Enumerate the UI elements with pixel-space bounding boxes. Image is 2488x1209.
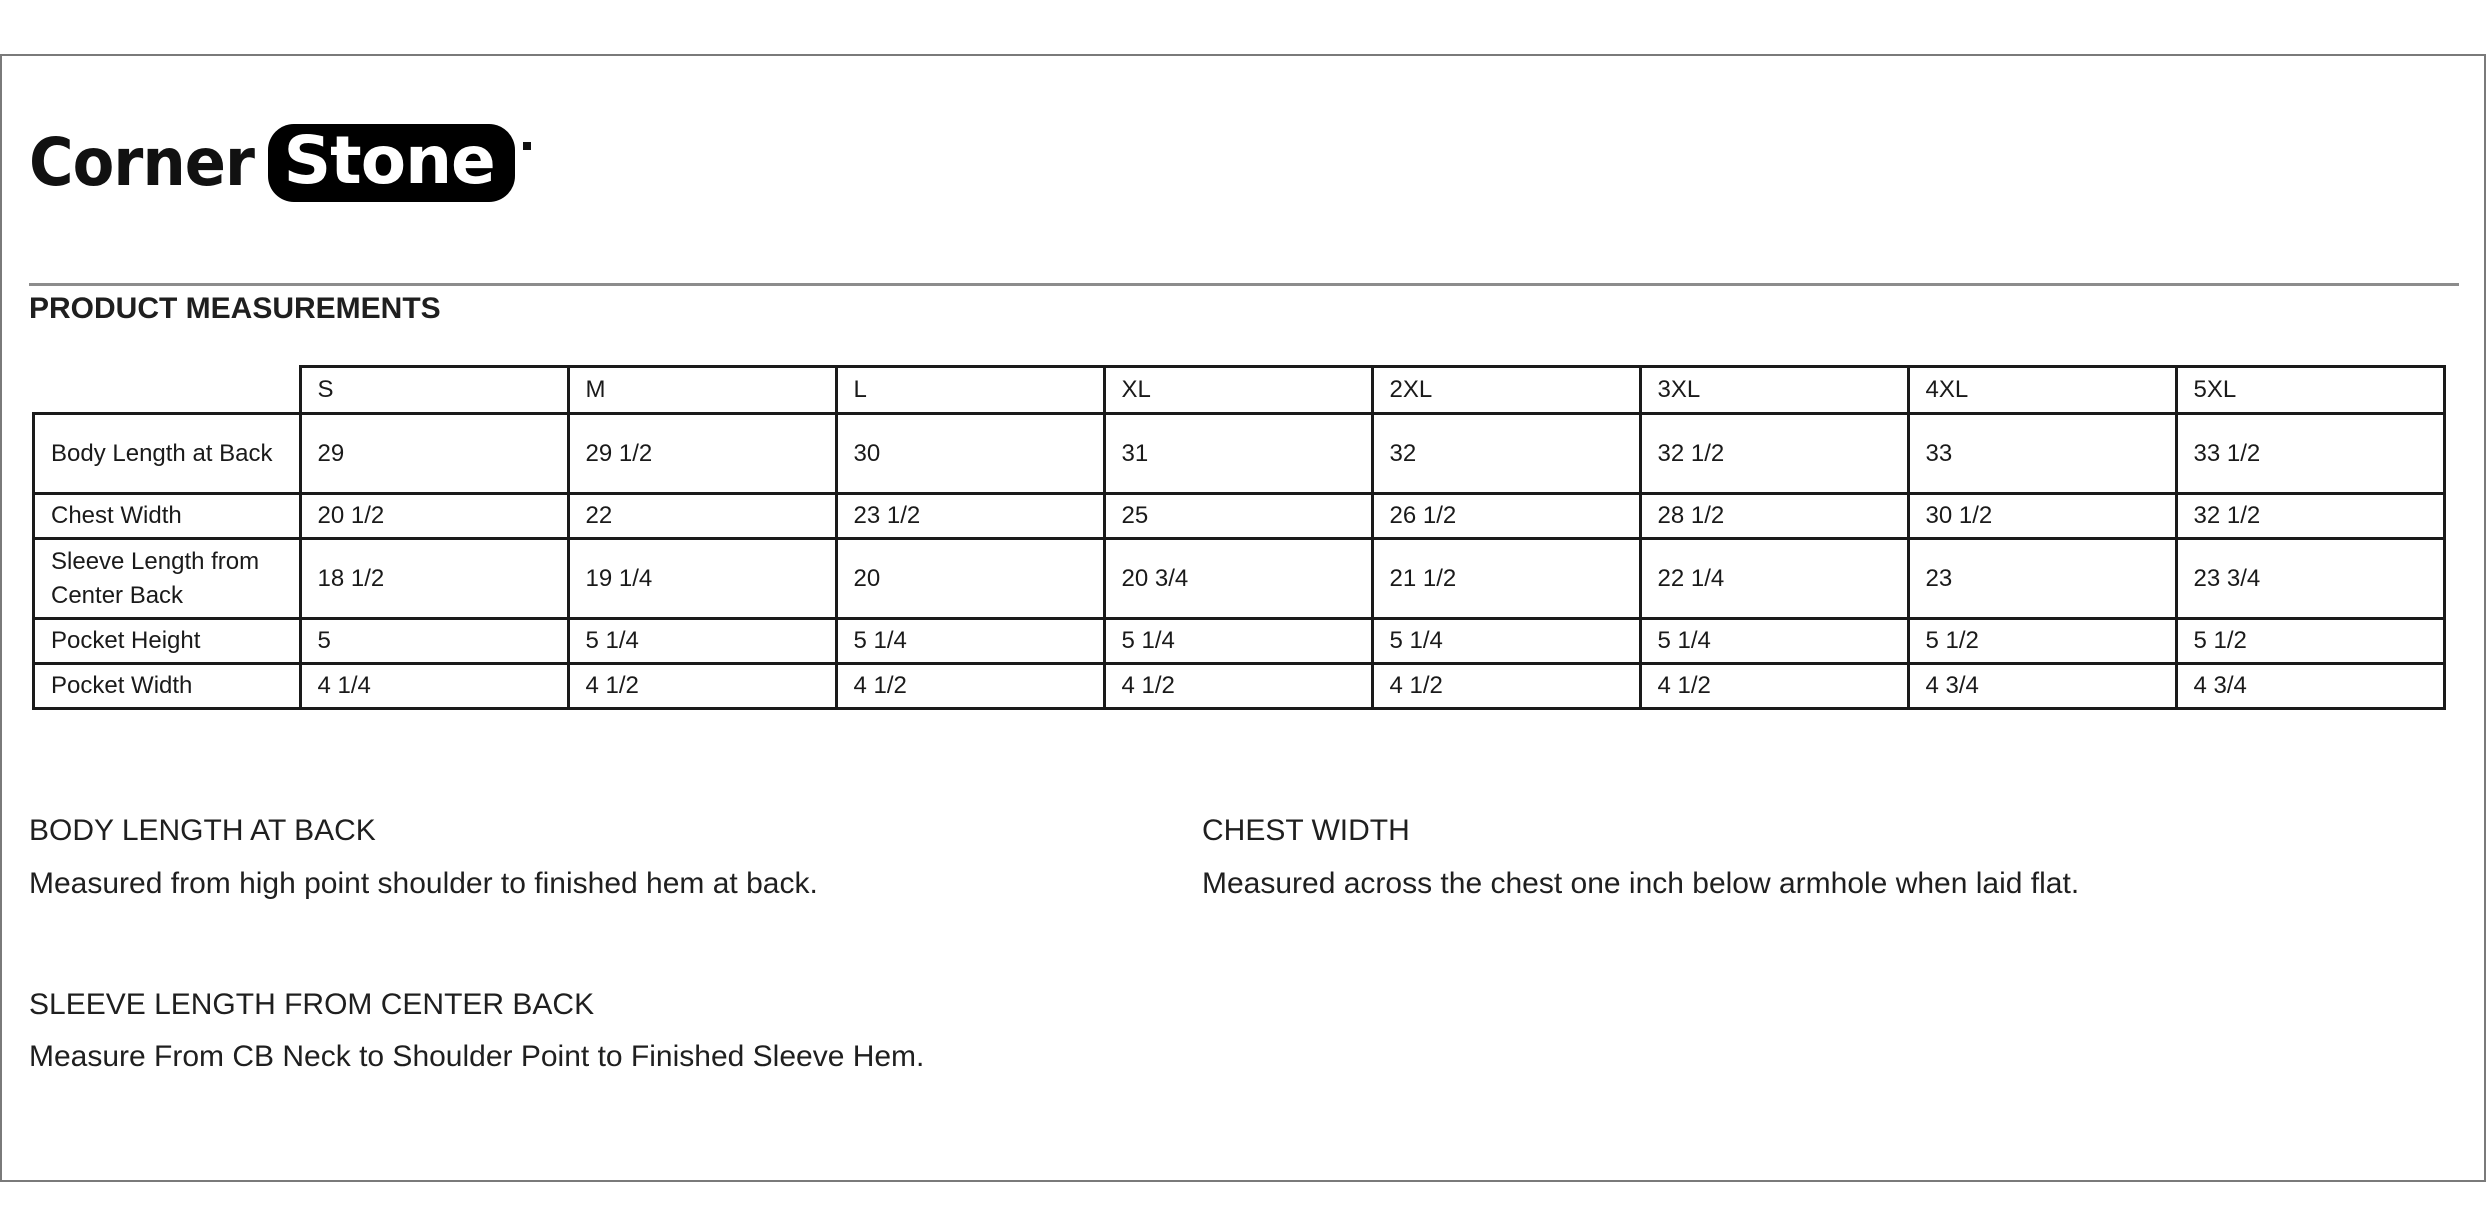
- size-header: M: [568, 367, 836, 414]
- table-cell: 22 1/4: [1640, 539, 1908, 619]
- table-cell: 25: [1104, 494, 1372, 539]
- size-header: XL: [1104, 367, 1372, 414]
- table-cell: 5 1/2: [2176, 619, 2444, 664]
- table-cell: 4 3/4: [2176, 664, 2444, 709]
- measurements-table: [32, 365, 2446, 710]
- table-cell: 5 1/4: [1104, 619, 1372, 664]
- cornerstone-logo: [29, 110, 531, 216]
- section-heading: PRODUCT MEASUREMENTS: [29, 292, 441, 325]
- table-row: [34, 494, 2445, 539]
- table-row: [34, 539, 2445, 619]
- table-cell: 20: [836, 539, 1104, 619]
- table-cell: 18 1/2: [300, 539, 568, 619]
- table-cell: 20 3/4: [1104, 539, 1372, 619]
- header-divider: [29, 283, 2459, 286]
- table-row: [34, 414, 2445, 494]
- table-cell: 23 3/4: [2176, 539, 2444, 619]
- definition-title: CHEST WIDTH: [1202, 814, 1410, 847]
- table-cell: 4 1/2: [1372, 664, 1640, 709]
- table-cell: 30 1/2: [1908, 494, 2176, 539]
- size-header: 4XL: [1908, 367, 2176, 414]
- table-cell: 26 1/2: [1372, 494, 1640, 539]
- table-cell: 5 1/4: [1372, 619, 1640, 664]
- logo-word-stone: Stone: [268, 124, 515, 202]
- table-corner-cell: [34, 367, 301, 414]
- size-header-row: [34, 367, 2445, 414]
- table-cell: 19 1/4: [568, 539, 836, 619]
- table-cell: 5: [300, 619, 568, 664]
- table-cell: 21 1/2: [1372, 539, 1640, 619]
- definition-title: SLEEVE LENGTH FROM CENTER BACK: [29, 988, 595, 1021]
- table-cell: 4 1/2: [568, 664, 836, 709]
- table-cell: 4 1/4: [300, 664, 568, 709]
- table-cell: 5 1/4: [836, 619, 1104, 664]
- table-cell: 29 1/2: [568, 414, 836, 494]
- size-header: S: [300, 367, 568, 414]
- table-cell: 4 1/2: [836, 664, 1104, 709]
- table-cell: 33: [1908, 414, 2176, 494]
- size-header: 5XL: [2176, 367, 2444, 414]
- table-cell: 5 1/4: [568, 619, 836, 664]
- row-label: Chest Width: [34, 494, 301, 539]
- table-cell: 31: [1104, 414, 1372, 494]
- table-cell: 22: [568, 494, 836, 539]
- logo-trademark-dot: [523, 142, 531, 150]
- table-cell: 4 1/2: [1640, 664, 1908, 709]
- definition-text: Measure From CB Neck to Shoulder Point to Finished Sleeve Hem.: [29, 1040, 925, 1073]
- table-row: [34, 664, 2445, 709]
- table-cell: 28 1/2: [1640, 494, 1908, 539]
- table-cell: 4 1/2: [1104, 664, 1372, 709]
- row-label: Pocket Height: [34, 619, 301, 664]
- definition-text: Measured across the chest one inch below armhole when laid flat.: [1202, 867, 2080, 900]
- row-label: Body Length at Back: [34, 414, 301, 494]
- size-header: 3XL: [1640, 367, 1908, 414]
- size-header: L: [836, 367, 1104, 414]
- table-cell: 20 1/2: [300, 494, 568, 539]
- table-cell: 32 1/2: [1640, 414, 1908, 494]
- table-cell: 23: [1908, 539, 2176, 619]
- table-cell: 5 1/2: [1908, 619, 2176, 664]
- table-cell: 33 1/2: [2176, 414, 2444, 494]
- row-label: Pocket Width: [34, 664, 301, 709]
- table-cell: 32: [1372, 414, 1640, 494]
- table-cell: 32 1/2: [2176, 494, 2444, 539]
- row-label: Sleeve Length from Center Back: [34, 539, 301, 619]
- size-header: 2XL: [1372, 367, 1640, 414]
- table-row: [34, 619, 2445, 664]
- table-cell: 30: [836, 414, 1104, 494]
- definition-title: BODY LENGTH AT BACK: [29, 814, 376, 847]
- table-cell: 23 1/2: [836, 494, 1104, 539]
- table-cell: 4 3/4: [1908, 664, 2176, 709]
- definition-text: Measured from high point shoulder to finished hem at back.: [29, 867, 818, 900]
- logo-word-corner: Corner: [29, 124, 255, 201]
- table-cell: 29: [300, 414, 568, 494]
- table-cell: 5 1/4: [1640, 619, 1908, 664]
